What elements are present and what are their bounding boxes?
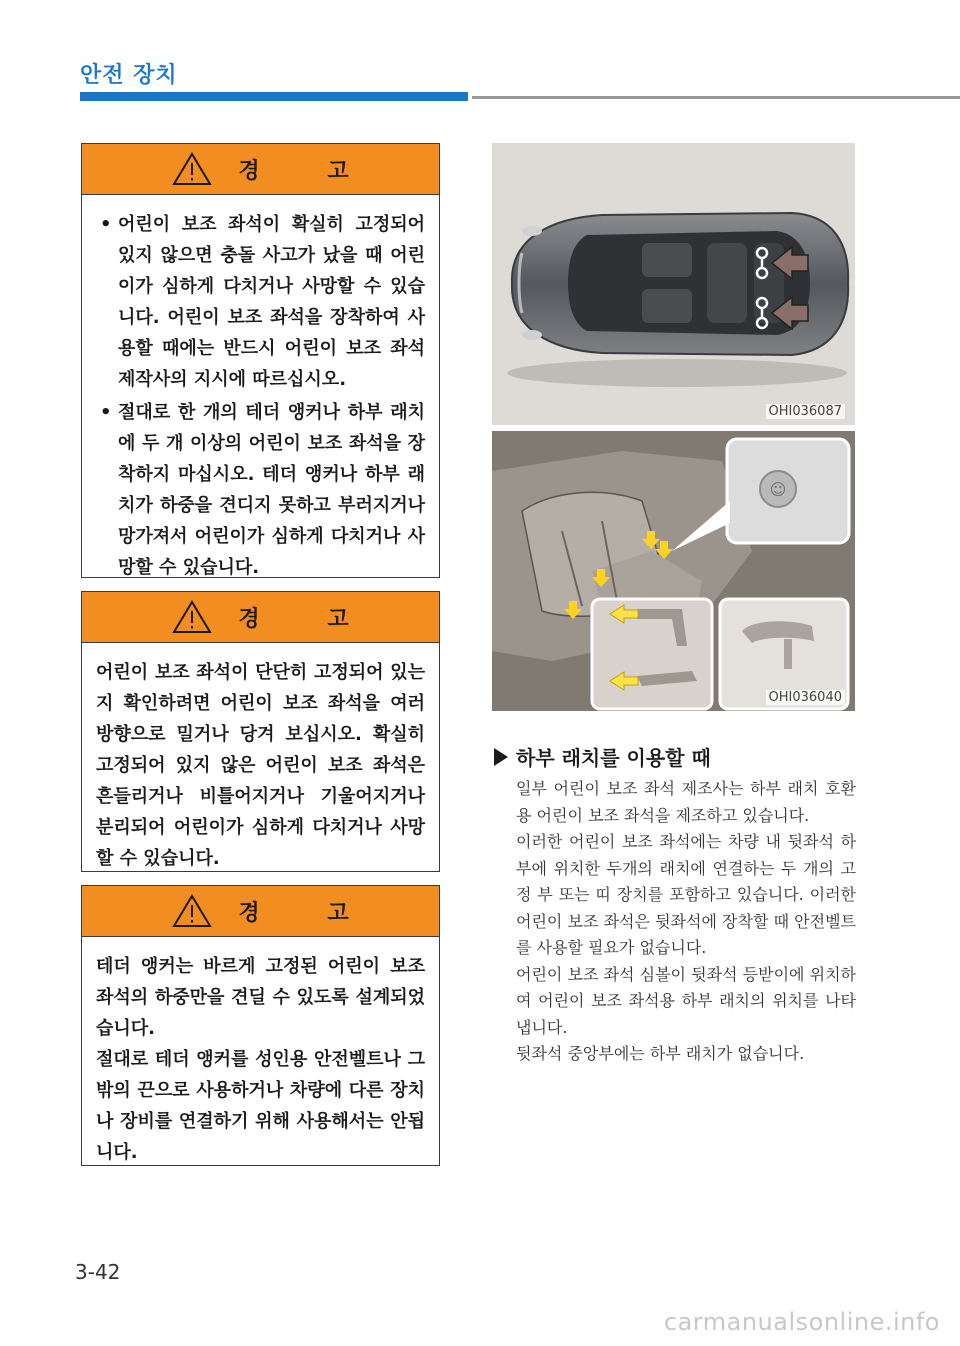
warning-box-1 — [81, 143, 440, 578]
body-paragraph: 일부 어린이 보조 좌석 제조사는 하부 래치 호환용 어린이 보조 좌석을 제조하고 있습니다. — [516, 779, 856, 825]
figure-code: OHI036087 — [766, 404, 845, 419]
header-rule-blue — [80, 92, 468, 101]
figure-code: OHI036040 — [766, 690, 845, 705]
warning-paragraph: 테더 앵커는 바르게 고정된 어린이 보조 좌석의 하중만을 견딜 수 있도록 설계되었습니다. — [96, 956, 425, 1039]
warning-body — [82, 195, 439, 597]
header-rule-gray — [472, 96, 960, 99]
warning-header — [82, 886, 439, 937]
body-paragraph: 어린이 보조 좌석 심볼이 뒷좌석 등받이에 위치하여 어린이 보조 좌석용 하부 래치의 위치를 나타냅니다. — [516, 964, 856, 1037]
rear-seat-latch-image — [492, 431, 855, 711]
car-top-view-image — [492, 143, 855, 425]
warning-paragraph: 절대로 테더 앵커를 성인용 안전벨트나 그 밖의 끈으로 사용하거나 차량에 다른 장치나 장비를 연결하기 위해 사용해서는 안됩니다. — [96, 1049, 425, 1163]
warning-body — [82, 643, 439, 886]
warning-header — [82, 144, 439, 195]
watermark: carmanualsonline.info — [663, 1308, 940, 1336]
warning-bullet: • 절대로 한 개의 테더 앵커나 하부 래치에 두 개 이상의 어린이 보조 좌석을 장착하지 마십시오. 테더 앵커나 하부 래치가 하중을 견디지 못하고 부러지거나 망가져서 어린이가 심하게 다치거나 사망할 수 있습니다. — [96, 397, 425, 583]
warning-box-3 — [81, 885, 440, 1166]
lower-latch-body — [516, 776, 856, 1068]
lower-latch-heading — [494, 742, 711, 771]
lower-latch-heading-text: 하부 래치를 이용할 때 — [516, 746, 711, 770]
warning-text: 어린이 보조 좌석이 단단히 고정되어 있는지 확인하려면 어린이 보조 좌석을 여러 방향으로 밀거나 당겨 보십시오. 확실히 고정되어 있지 않은 어린이 보조 좌석은 흔들리거나 비틀어지거나 기울어지거나 분리되어 어린이가 심하게 다치거나 사망할 수 있습니다. — [96, 662, 425, 869]
warning-title: 경 고 — [238, 606, 379, 632]
warning-title: 경 고 — [238, 158, 379, 184]
figure-car-top-view — [492, 143, 855, 425]
triangle-bullet-icon — [494, 748, 508, 766]
section-title: 안전 장치 — [80, 63, 178, 88]
warning-bullet: • 어린이 보조 좌석이 확실히 고정되어 있지 않으면 충돌 사고가 났을 때 어린이가 심하게 다치거나 사망할 수 있습니다. 어린이 보조 좌석을 장착하여 사용할 때에는 반드시 어린이 보조 좌석 제작사의 지시에 따르십시오. — [96, 209, 425, 395]
warning-title: 경 고 — [238, 900, 379, 926]
warning-triangle-icon — [172, 152, 212, 186]
warning-box-2 — [81, 591, 440, 872]
warning-header — [82, 592, 439, 643]
body-paragraph: 뒷좌석 중앙부에는 하부 래치가 없습니다. — [516, 1044, 805, 1063]
svg-text:☺: ☺ — [769, 480, 787, 499]
warning-triangle-icon — [172, 894, 212, 928]
warning-triangle-icon — [172, 600, 212, 634]
figure-rear-seat-latch — [492, 431, 855, 711]
warning-body — [82, 937, 439, 1180]
body-paragraph: 이러한 어린이 보조 좌석에는 차량 내 뒷좌석 하부에 위치한 두개의 래치에 연결하는 두 개의 고정 부 또는 띠 장치를 포함하고 있습니다. 이러한 어린이 보조 좌석은 뒷좌석에 장착할 때 안전벨트를 사용할 필요가 없습니다. — [516, 832, 856, 957]
page-number: 3-42 — [75, 1260, 121, 1284]
